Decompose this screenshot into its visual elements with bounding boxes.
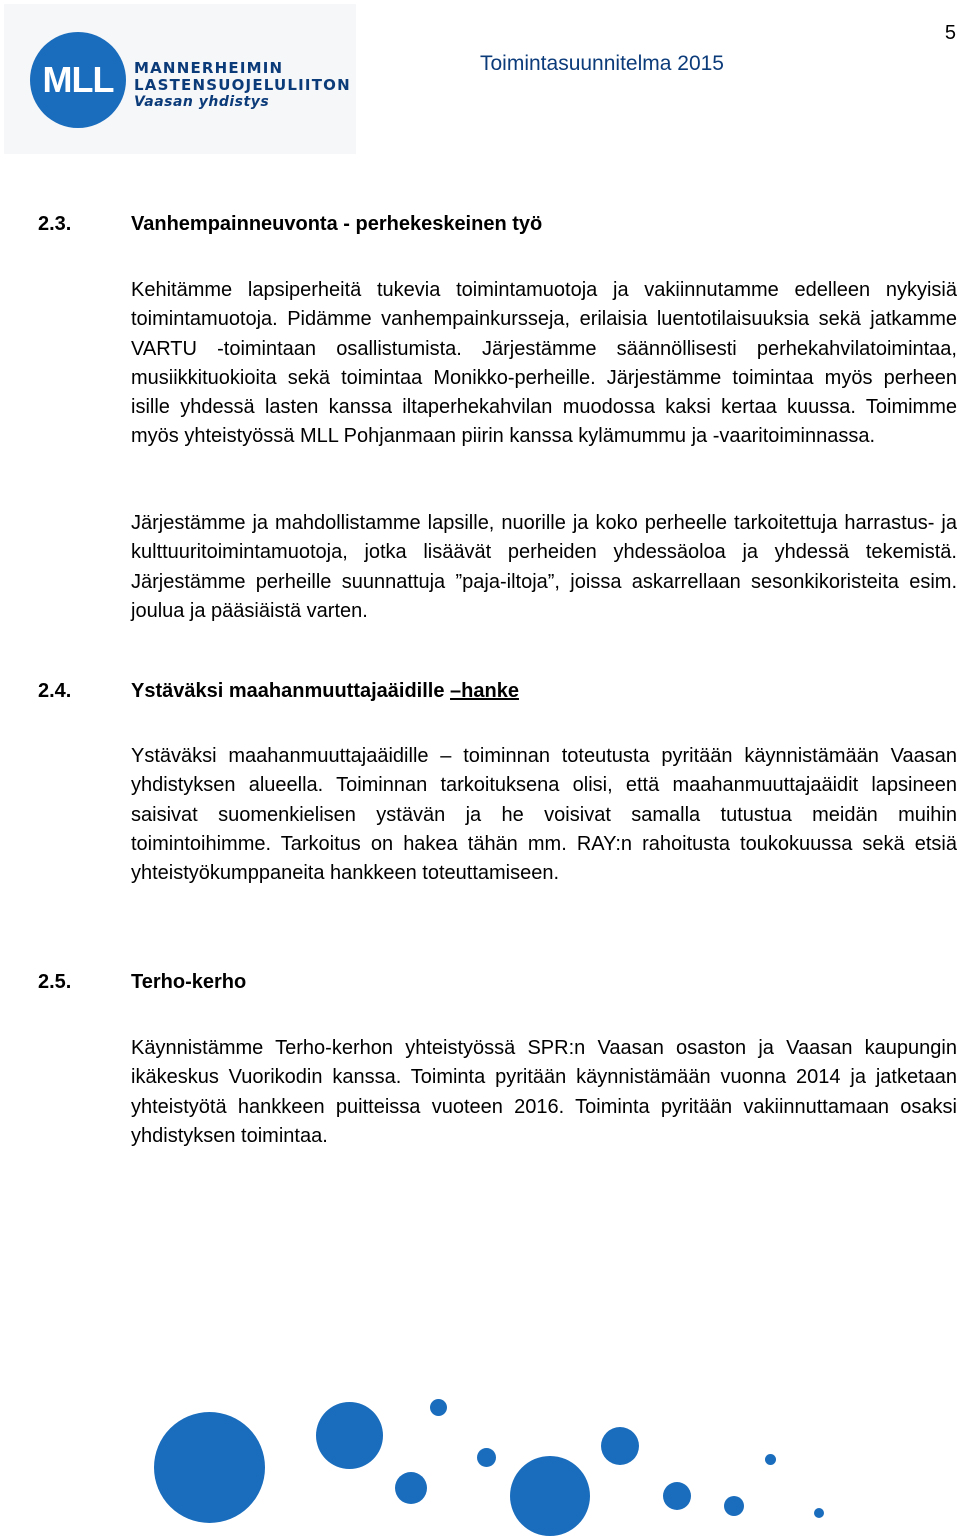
logo-line-1: MANNERHEIMIN: [134, 59, 284, 77]
section-title: Terho-kerho: [131, 971, 247, 993]
dot-decoration: [765, 1454, 776, 1465]
section-number: 2.4.: [38, 680, 72, 702]
mll-logo-icon: [30, 32, 126, 128]
page-number: 5: [944, 22, 956, 44]
section-title: Vanhempainneuvonta - perhekeskeinen työ: [131, 213, 543, 235]
dot-decoration: [430, 1399, 447, 1416]
section-heading-2-5: [38, 971, 246, 994]
paragraph: Käynnistämme Terho-kerhon yhteistyössä SPR:n Vaasan osaston ja Vaasan kaupungin ikäkeskus Vuorikodin kanssa. Toiminta pyritään käynnistämään vuonna 2014 ja jatketaan yhteistyötä hankkeen puitteissa vuoteen 2016. Toiminta pyritään vakiinnuttamaan osaksi yhdistyksen toimintaa.: [131, 1037, 957, 1147]
dot-decoration: [814, 1508, 824, 1518]
dot-decoration: [663, 1482, 691, 1510]
dot-decoration: [724, 1496, 744, 1516]
dot-decoration: [510, 1456, 590, 1536]
section-number: 2.5.: [38, 971, 72, 993]
document-title: Toimintasuunnitelma 2015: [480, 52, 724, 75]
paragraph: Ystäväksi maahanmuuttajaäidille – toiminnan toteutusta pyritään käynnistämään Vaasan yhdistyksen alueella. Toiminnan tarkoituksena olisi, että maahanmuuttajaäidit lapsineen saisivat suomenkielisen ystävän ja he voisivat samalla tutustua meidän muihin toimintoihimme. Tarkoitus on hakea tähän mm. RAY:n rahoitusta toukokuussa sekä etsiä yhteistyökumppaneita hankkeen toteuttamiseen.: [131, 745, 957, 885]
logo-monogram: MLL: [42, 59, 114, 100]
section-number: 2.3.: [38, 213, 72, 235]
logo-line-3: Vaasan yhdistys: [134, 94, 270, 110]
dot-decoration: [601, 1427, 639, 1465]
section-heading-2-4: [38, 680, 519, 703]
section-title-underlined: –hanke: [450, 680, 519, 702]
paragraph: Kehitämme lapsiperheitä tukevia toimintamuotoja ja vakiinnutamme edelleen nykyisiä toimintamuotoja. Pidämme vanhempainkursseja, erilaisia luentotilaisuuksia sekä jatkamme VARTU -toimintaan osallistumista. Järjestämme säännöllisesti perhekahvilatoimintaa, musiikkituokioita sekä toimintaa Monikko-perheille. Järjestämme toimintaa myös perheen isille yhdessä lasten kanssa iltaperhekahvilan muodossa kaksi kertaa kuussa. Toimimme myös yhteistyössä MLL Pohjanmaan piirin kanssa kylämummu ja -vaaritoiminnassa.: [131, 279, 957, 448]
logo-line-2: LASTENSUOJELULIITON: [134, 76, 351, 94]
section-heading-2-3: [38, 213, 542, 236]
dot-decoration: [477, 1448, 496, 1467]
dot-decoration: [395, 1472, 427, 1504]
logo-wordmark: [134, 60, 351, 111]
dot-decoration: [154, 1412, 265, 1523]
section-title: Ystäväksi maahanmuuttajaäidille: [131, 680, 451, 702]
dot-decoration: [316, 1402, 383, 1469]
logo: [4, 4, 356, 154]
paragraph: Järjestämme ja mahdollistamme lapsille, nuorille ja koko perheelle tarkoitettuja harrastus- ja kulttuuritoimintamuotoja, jotka lisäävät perheiden yhdessäoloa ja yhdessä tekemistä. Järjestämme perheille suunnattuja ”paja-iltoja”, joissa askarrellaan sesonkikoristeita esim. joulua ja pääsiäistä varten.: [131, 512, 957, 622]
